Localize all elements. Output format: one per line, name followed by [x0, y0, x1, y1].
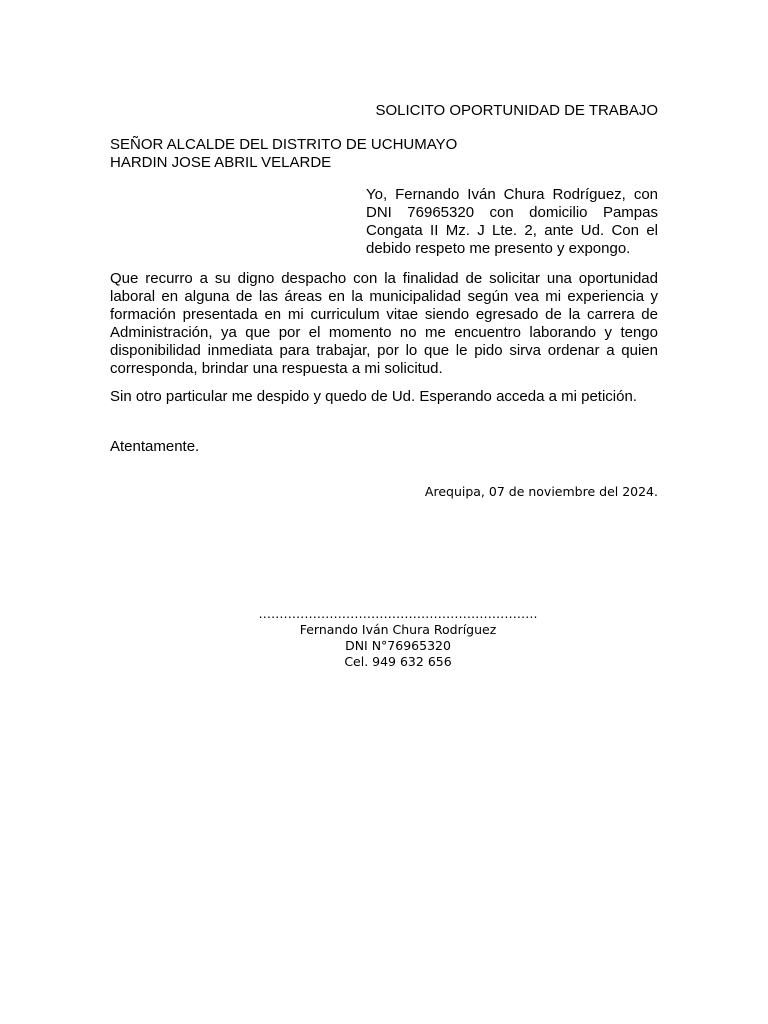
- closing-paragraph: Sin otro particular me despido y quedo de Ud. Esperando acceda a mi petición.: [110, 388, 637, 405]
- addressee-block: [110, 136, 658, 172]
- addressee-line-1: SEÑOR ALCALDE DEL DISTRITO DE UCHUMAYO: [110, 136, 458, 153]
- signature-block: [248, 606, 548, 670]
- letter-title: SOLICITO OPORTUNIDAD DE TRABAJO: [375, 102, 658, 119]
- body-paragraph: Que recurro a su digno despacho con la finalidad de solicitar una oportunidad laboral en alguna de las áreas en la municipalidad según vea mi experiencia y formación presentada en mi curriculum vitae siendo egresado de la carrera de Administración, ya que por el momento no me encuentro laborando y tengo disponibilidad inmediata para trabajar, por lo que le pido sirva ordenar a quien corresponda, brindar una respuesta a mi solicitud.: [110, 270, 658, 377]
- signature-phone: Cel. 949 632 656: [344, 654, 452, 669]
- signature-name: Fernando Iván Chura Rodríguez: [299, 622, 497, 637]
- intro-paragraph: Yo, Fernando Iván Chura Rodríguez, con DNI 76965320 con domicilio Pampas Congata II Mz. J Lte. 2, ante Ud. Con el debido respeto me presento y expongo.: [366, 186, 658, 257]
- addressee-line-2: HARDIN JOSE ABRIL VELARDE: [110, 154, 332, 171]
- signature-line: ………………………………………………………….: [258, 606, 538, 621]
- regards-text: Atentamente.: [110, 438, 200, 455]
- signature-dni: DNI N°76965320: [345, 638, 451, 653]
- date-line: Arequipa, 07 de noviembre del 2024.: [424, 484, 658, 499]
